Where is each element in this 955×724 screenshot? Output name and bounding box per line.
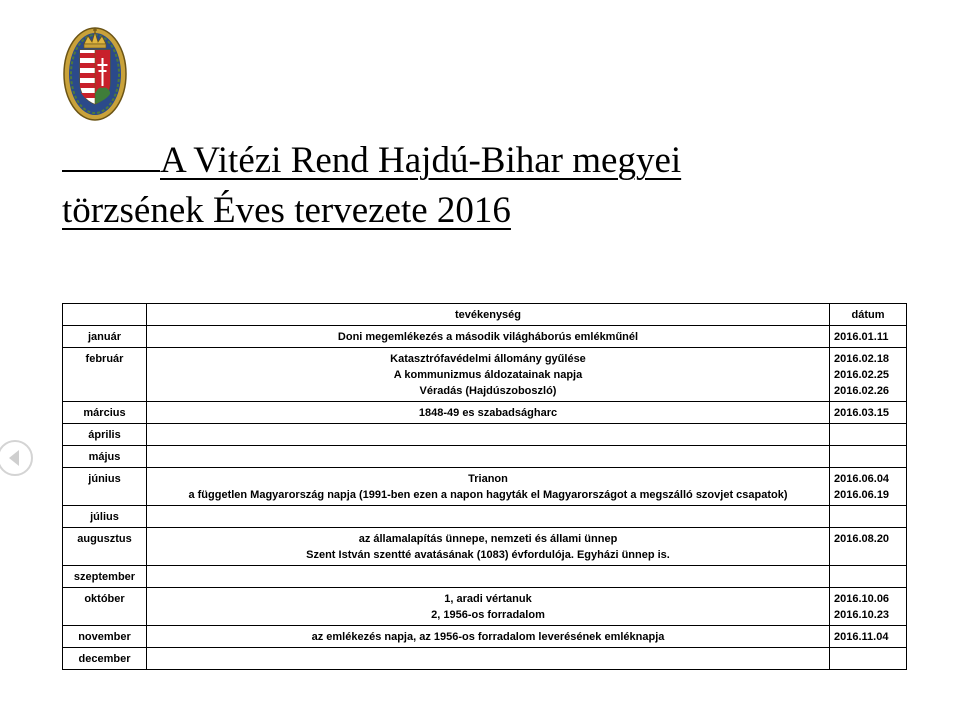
activity-text: Trianon <box>468 473 508 485</box>
date-text: 2016.10.23 <box>834 609 890 621</box>
activity-text: az emlékezés napja, az 1956-os forradalom leverésének emléknapja <box>311 631 665 643</box>
date-text: 2016.11.04 <box>834 631 889 643</box>
month-cell: május <box>63 446 147 468</box>
month-cell: július <box>63 506 147 528</box>
date-cell <box>830 588 907 626</box>
table-row <box>63 424 907 446</box>
date-text: 2016.02.25 <box>834 369 890 381</box>
activity-cell <box>147 506 830 528</box>
activity-cell <box>147 402 830 424</box>
month-cell: szeptember <box>63 566 147 588</box>
table-row <box>63 528 907 566</box>
table-row <box>63 588 907 626</box>
activity-cell <box>147 588 830 626</box>
activity-text: a független Magyarország napja (1991-ben ezen a napon hagyták el Magyarországot a megszálló szovjet csapatok) <box>188 489 788 501</box>
table-row <box>63 446 907 468</box>
date-cell <box>830 326 907 348</box>
activity-cell <box>147 446 830 468</box>
date-cell <box>830 348 907 402</box>
month-cell: június <box>63 468 147 506</box>
title-line-1: A Vitézi Rend Hajdú-Bihar megyei <box>160 140 682 181</box>
header-date: dátum <box>830 304 907 326</box>
activity-cell <box>147 326 830 348</box>
date-cell <box>830 648 907 670</box>
activity-text: Doni megemlékezés a második világháborús emlékműnél <box>337 331 639 343</box>
header-activity: tevékenység <box>147 304 830 326</box>
activity-text: Véradás (Hajdúszoboszló) <box>419 385 557 397</box>
date-text: 2016.06.04 <box>834 473 890 485</box>
date-text: 2016.06.19 <box>834 489 890 501</box>
activity-cell <box>147 468 830 506</box>
activity-cell <box>147 424 830 446</box>
activity-text: az államalapítás ünnepe, nemzeti és állami ünnep <box>358 533 618 545</box>
date-cell <box>830 528 907 566</box>
table-row <box>63 626 907 648</box>
hungarian-coat-of-arms-icon <box>62 22 128 122</box>
month-cell: március <box>63 402 147 424</box>
activity-cell <box>147 348 830 402</box>
activity-cell <box>147 528 830 566</box>
date-cell <box>830 506 907 528</box>
table-row <box>63 468 907 506</box>
date-cell <box>830 424 907 446</box>
month-cell: január <box>63 326 147 348</box>
date-cell <box>830 626 907 648</box>
table-header-row <box>63 304 907 326</box>
title-underline-pad <box>62 132 160 172</box>
activity-cell <box>147 626 830 648</box>
activity-text: Szent István szentté avatásának (1083) évfordulója. Egyházi ünnep is. <box>306 549 670 561</box>
activity-cell <box>147 566 830 588</box>
date-cell <box>830 402 907 424</box>
activity-cell <box>147 648 830 670</box>
month-cell: február <box>63 348 147 402</box>
date-cell <box>830 468 907 506</box>
month-cell: április <box>63 424 147 446</box>
date-text: 2016.02.18 <box>834 353 890 365</box>
table-row <box>63 506 907 528</box>
document-title <box>62 132 782 236</box>
table-row <box>63 326 907 348</box>
title-line-2: törzsének Éves tervezete 2016 <box>62 190 511 231</box>
date-cell <box>830 566 907 588</box>
table-row <box>63 566 907 588</box>
annual-plan-table <box>62 303 907 670</box>
chevron-left-icon[interactable] <box>0 437 36 479</box>
date-text: 2016.01.11 <box>834 331 889 343</box>
date-text: 2016.08.20 <box>834 533 890 545</box>
activity-text: Katasztrófavédelmi állomány gyűlése <box>390 353 586 365</box>
month-cell: október <box>63 588 147 626</box>
date-text: 2016.02.26 <box>834 385 890 397</box>
month-cell: december <box>63 648 147 670</box>
table-row <box>63 348 907 402</box>
table-row <box>63 648 907 670</box>
date-text: 2016.03.15 <box>834 407 890 419</box>
header-month <box>63 304 147 326</box>
activity-text: 1848-49 es szabadságharc <box>418 407 558 419</box>
activity-text: 1, aradi vértanuk <box>444 593 532 605</box>
month-cell: november <box>63 626 147 648</box>
table-row <box>63 402 907 424</box>
date-text: 2016.10.06 <box>834 593 890 605</box>
activity-text: 2, 1956-os forradalom <box>431 609 545 621</box>
month-cell: augusztus <box>63 528 147 566</box>
date-cell <box>830 446 907 468</box>
activity-text: A kommunizmus áldozatainak napja <box>393 369 583 381</box>
